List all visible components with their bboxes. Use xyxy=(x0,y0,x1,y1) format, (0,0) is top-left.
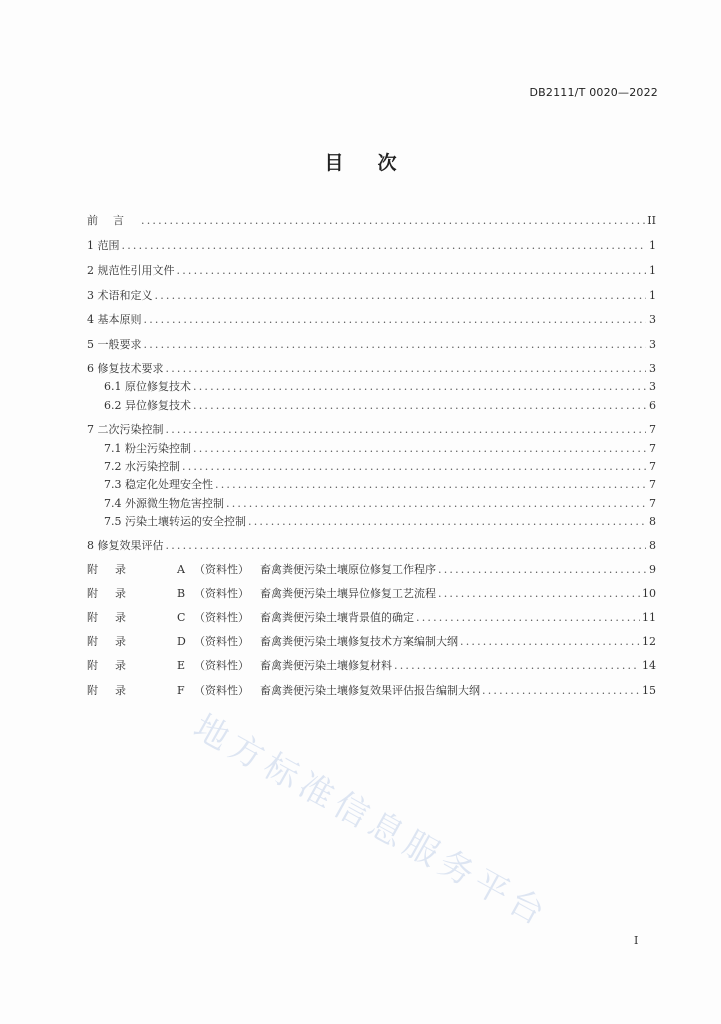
toc-entry-6[interactable] xyxy=(87,361,656,377)
toc-entry-label: 7.5 污染土壤转运的安全控制 xyxy=(104,515,246,528)
annex-type: （资料性） xyxy=(194,587,249,600)
annex-label xyxy=(87,610,414,626)
toc-entry-1[interactable] xyxy=(87,238,656,254)
toc-entry-page: 7 xyxy=(649,423,656,436)
annex-letter: A xyxy=(177,563,185,576)
annex-label xyxy=(87,634,458,650)
annex-word: 录 xyxy=(115,563,126,576)
annex-letter: B xyxy=(177,587,186,600)
toc-entry-label: 6.2 异位修复技术 xyxy=(104,399,191,412)
toc-leader-dots xyxy=(416,610,640,626)
page-title: 目次 xyxy=(324,152,431,174)
toc-entry-label: 前言 xyxy=(87,214,139,227)
toc-entry-4[interactable] xyxy=(87,312,656,328)
annex-type: （资料性） xyxy=(194,659,249,672)
toc-entry-label: 7 二次污染控制 xyxy=(87,423,164,436)
annex-label xyxy=(87,658,392,674)
toc-entry-page: 3 xyxy=(649,338,656,351)
toc-annex-d[interactable] xyxy=(87,634,656,650)
annex-title: 畜禽粪便污染土壤异位修复工艺流程 xyxy=(260,587,436,600)
annex-prefix: 附 xyxy=(87,563,98,576)
toc-entry-page: 8 xyxy=(649,539,656,552)
toc-entry-label: 7.1 粉尘污染控制 xyxy=(104,442,191,455)
toc-leader-dots xyxy=(215,477,646,493)
toc-entry-label: 7.3 稳定化处理安全性 xyxy=(104,478,213,491)
annex-type: （资料性） xyxy=(194,635,249,648)
annex-letter: D xyxy=(177,635,186,648)
toc-entry-label: 5 一般要求 xyxy=(87,338,142,351)
annex-type: （资料性） xyxy=(194,563,249,576)
toc-entry-7-1[interactable] xyxy=(104,441,656,457)
annex-type: （资料性） xyxy=(194,684,249,697)
toc-leader-dots xyxy=(226,496,646,512)
toc-leader-dots xyxy=(141,213,645,229)
toc-entry-page: 7 xyxy=(649,497,656,510)
annex-type: （资料性） xyxy=(194,611,249,624)
toc-annex-b[interactable] xyxy=(87,586,656,602)
toc-entry-7-4[interactable] xyxy=(104,496,656,512)
toc-entry-3[interactable] xyxy=(87,288,656,304)
toc-annex-a[interactable] xyxy=(87,562,656,578)
toc-leader-dots xyxy=(155,288,647,304)
annex-letter: F xyxy=(177,684,185,697)
annex-title: 畜禽粪便污染土壤背景值的确定 xyxy=(260,611,414,624)
toc-entry-label: 8 修复效果评估 xyxy=(87,539,164,552)
toc-annex-c[interactable] xyxy=(87,610,656,626)
toc-entry-label: 3 术语和定义 xyxy=(87,289,153,302)
toc-entry-5[interactable] xyxy=(87,337,656,353)
annex-word: 录 xyxy=(115,659,126,672)
toc-entry-label: 6.1 原位修复技术 xyxy=(104,380,191,393)
toc-entry-label: 7.2 水污染控制 xyxy=(104,460,180,473)
annex-word: 录 xyxy=(115,611,126,624)
toc-annex-e[interactable] xyxy=(87,658,656,674)
toc-leader-dots xyxy=(248,514,646,530)
toc-entry-page: 7 xyxy=(649,478,656,491)
toc-leader-dots xyxy=(460,634,640,650)
annex-title: 畜禽粪便污染土壤修复效果评估报告编制大纲 xyxy=(260,684,480,697)
toc-entry-label: 1 范围 xyxy=(87,239,120,252)
toc-entry-page: 3 xyxy=(649,362,656,375)
toc-entry-page: II xyxy=(647,214,656,227)
toc-entry-foreword[interactable] xyxy=(87,213,656,229)
toc-entry-7-3[interactable] xyxy=(104,477,656,493)
toc-entry-page: 11 xyxy=(642,611,656,624)
toc-entry-label: 2 规范性引用文件 xyxy=(87,264,175,277)
toc-leader-dots xyxy=(144,337,647,353)
annex-word: 录 xyxy=(115,684,126,697)
toc-leader-dots xyxy=(394,658,640,674)
toc-entry-label: 4 基本原则 xyxy=(87,313,142,326)
toc-leader-dots xyxy=(482,683,640,699)
toc-entry-page: 1 xyxy=(649,239,656,252)
toc-entry-page: 14 xyxy=(642,659,656,672)
annex-label xyxy=(87,683,480,699)
toc-entry-label: 7.4 外源微生物危害控制 xyxy=(104,497,224,510)
toc-entry-page: 1 xyxy=(649,289,656,302)
toc-leader-dots xyxy=(166,361,647,377)
toc-entry-page: 15 xyxy=(642,684,656,697)
toc-leader-dots xyxy=(193,379,646,395)
toc-leader-dots xyxy=(438,562,646,578)
toc-entry-page: 8 xyxy=(649,515,656,528)
annex-prefix: 附 xyxy=(87,611,98,624)
annex-letter: E xyxy=(177,659,186,672)
annex-title: 畜禽粪便污染土壤修复材料 xyxy=(260,659,392,672)
annex-label xyxy=(87,586,436,602)
annex-letter: C xyxy=(177,611,186,624)
toc-entry-7[interactable] xyxy=(87,422,656,438)
toc-entry-page: 3 xyxy=(649,313,656,326)
toc-entry-2[interactable] xyxy=(87,263,656,279)
annex-label xyxy=(87,562,436,578)
toc-entry-page: 12 xyxy=(642,635,656,648)
toc-entry-7-5[interactable] xyxy=(104,514,656,530)
toc-entry-page: 7 xyxy=(649,460,656,473)
toc-leader-dots xyxy=(177,263,647,279)
annex-word: 录 xyxy=(115,635,126,648)
document-code: DB2111/T 0020—2022 xyxy=(529,86,658,99)
watermark-text: 地方标准信息服务平台 xyxy=(186,706,556,936)
toc-entry-6-1[interactable] xyxy=(104,379,656,395)
toc-entry-page: 7 xyxy=(649,442,656,455)
toc-leader-dots xyxy=(166,422,647,438)
toc-entry-page: 1 xyxy=(649,264,656,277)
annex-title: 畜禽粪便污染土壤原位修复工作程序 xyxy=(260,563,436,576)
toc-leader-dots xyxy=(144,312,647,328)
toc-annex-f[interactable] xyxy=(87,683,656,699)
annex-prefix: 附 xyxy=(87,684,98,697)
toc-entry-page: 6 xyxy=(649,399,656,412)
toc-entry-page: 3 xyxy=(649,380,656,393)
toc-entry-page: 10 xyxy=(642,587,656,600)
toc-leader-dots xyxy=(193,441,646,457)
toc-leader-dots xyxy=(182,459,646,475)
toc-leader-dots xyxy=(122,238,647,254)
toc-entry-8[interactable] xyxy=(87,538,656,554)
toc-entry-7-2[interactable] xyxy=(104,459,656,475)
toc-leader-dots xyxy=(193,398,646,414)
toc-entry-page: 9 xyxy=(649,563,656,576)
annex-prefix: 附 xyxy=(87,587,98,600)
toc-entry-6-2[interactable] xyxy=(104,398,656,414)
toc-entry-label: 6 修复技术要求 xyxy=(87,362,164,375)
toc-leader-dots xyxy=(438,586,640,602)
annex-title: 畜禽粪便污染土壤修复技术方案编制大纲 xyxy=(260,635,458,648)
annex-word: 录 xyxy=(115,587,126,600)
page-number: I xyxy=(634,934,639,947)
annex-prefix: 附 xyxy=(87,635,98,648)
toc-leader-dots xyxy=(166,538,647,554)
annex-prefix: 附 xyxy=(87,659,98,672)
